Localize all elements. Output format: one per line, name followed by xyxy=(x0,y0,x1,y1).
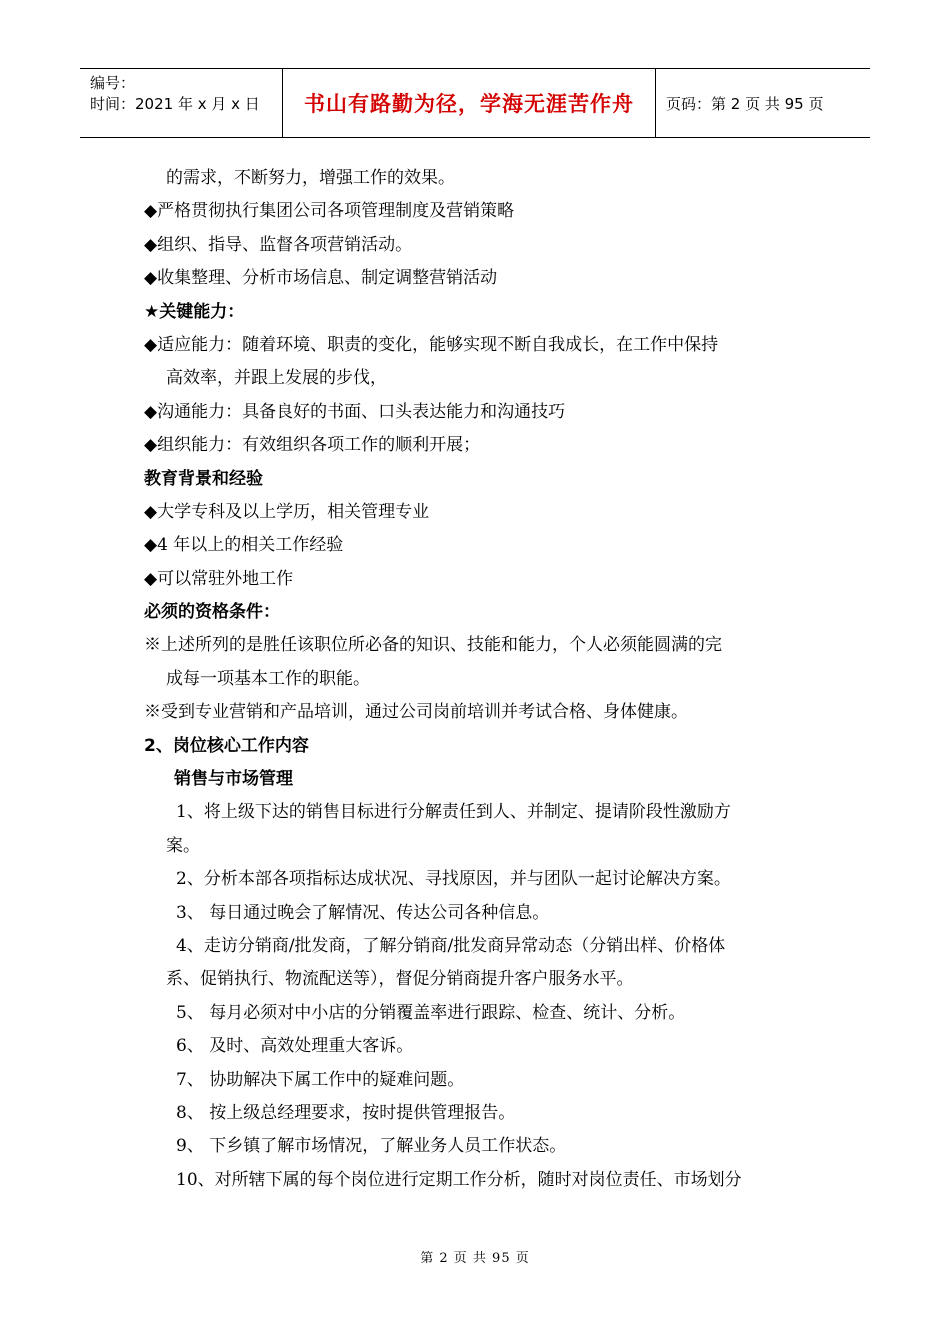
numbered-item: 8、 按上级总经理要求，按时提供管理报告。 xyxy=(176,1102,516,1123)
document-header xyxy=(80,68,870,138)
text-line: 高效率，并跟上发展的步伐， xyxy=(166,368,387,389)
section-heading: 2、岗位核心工作内容 xyxy=(144,735,309,756)
subsection-heading: 销售与市场管理 xyxy=(174,769,293,790)
bullet-item: ◆4 年以上的相关工作经验 xyxy=(144,535,344,556)
section-heading: 必须的资格条件： xyxy=(144,602,280,623)
bullet-item: ◆可以常驻外地工作 xyxy=(144,568,294,589)
numbered-item: 2、分析本部各项指标达成状况、寻找原因，并与团队一起讨论解决方案。 xyxy=(176,869,731,890)
bullet-item: ◆沟通能力：具备良好的书面、口头表达能力和沟通技巧 xyxy=(144,401,566,422)
numbered-item: 10、对所辖下属的每个岗位进行定期工作分析，随时对岗位责任、市场划分 xyxy=(176,1169,742,1190)
numbered-item: 4、走访分销商/批发商，了解分销商/批发商异常动态（分销出样、价格体 xyxy=(176,935,726,956)
note-item: ※上述所列的是胜任该职位所必备的知识、技能和能力，个人必须能圆满的完 xyxy=(144,635,722,656)
bullet-item: ◆大学专科及以上学历，相关管理专业 xyxy=(144,501,430,522)
section-heading: 教育背景和经验 xyxy=(144,468,263,489)
numbered-item: 1、将上级下达的销售目标进行分解责任到人、并制定、提请阶段性激励方 xyxy=(176,802,731,823)
numbered-item: 5、 每月必须对中小店的分销覆盖率进行跟踪、检查、统计、分析。 xyxy=(176,1002,686,1023)
bullet-item: ◆组织能力：有效组织各项工作的顺利开展； xyxy=(144,435,481,456)
section-heading: ★关键能力： xyxy=(144,301,245,322)
header-motto: 书山有路勤为径，学海无涯苦作舟 xyxy=(283,69,656,137)
text-line: 的需求，不断努力，增强工作的效果。 xyxy=(166,168,455,188)
bullet-item: ◆适应能力：随着环境、职责的变化，能够实现不断自我成长，在工作中保持 xyxy=(144,334,719,355)
note-item: ※受到专业营销和产品培训，通过公司岗前培训并考试合格、身体健康。 xyxy=(144,702,688,723)
numbered-item: 7、 协助解决下属工作中的疑难问题。 xyxy=(176,1069,465,1090)
numbered-item: 6、 及时、高效处理重大客诉。 xyxy=(176,1036,414,1057)
date-line: 时间：2021 年 x 月 x 日 xyxy=(90,95,260,113)
bullet-item: ◆收集整理、分析市场信息、制定调整营销活动 xyxy=(144,268,498,289)
header-meta xyxy=(80,69,283,137)
document-body xyxy=(144,162,824,1197)
page-footer: 第 2 页 共 95 页 xyxy=(420,1251,530,1266)
numbered-item: 9、 下乡镇了解市场情况，了解业务人员工作状态。 xyxy=(176,1136,567,1157)
text-line: 案。 xyxy=(166,835,200,856)
header-page-info: 页码：第 2 页 共 95 页 xyxy=(666,94,824,113)
number-label: 编号： xyxy=(90,74,136,92)
bullet-item: ◆严格贯彻执行集团公司各项管理制度及营销策略 xyxy=(144,201,515,222)
text-line: 系、促销执行、物流配送等），督促分销商提升客户服务水平。 xyxy=(166,969,634,990)
bullet-item: ◆组织、指导、监督各项营销活动。 xyxy=(144,234,413,255)
text-line: 成每一项基本工作的职能。 xyxy=(166,668,370,689)
numbered-item: 3、 每日通过晚会了解情况、传达公司各种信息。 xyxy=(176,902,550,923)
